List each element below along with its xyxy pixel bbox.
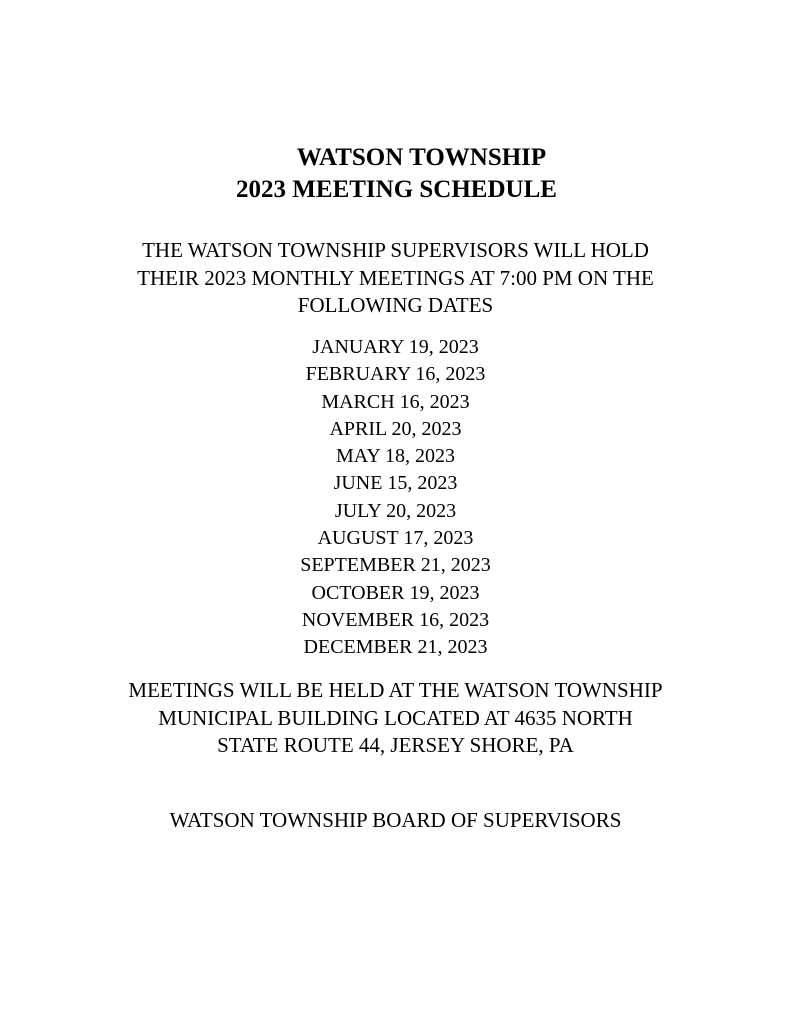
meeting-date: MARCH 16, 2023 xyxy=(321,390,470,413)
meeting-date: OCTOBER 19, 2023 xyxy=(311,581,480,604)
location-paragraph xyxy=(0,677,791,760)
meeting-date: DECEMBER 21, 2023 xyxy=(303,636,488,659)
meeting-date: MAY 18, 2023 xyxy=(335,445,456,468)
meeting-date: NOVEMBER 16, 2023 xyxy=(301,608,490,631)
meeting-date: APRIL 20, 2023 xyxy=(329,417,462,440)
intro-line: THEIR 2023 MONTHLY MEETINGS AT 7:00 PM ON THE xyxy=(137,265,654,290)
meeting-date: SEPTEMBER 21, 2023 xyxy=(300,554,491,577)
location-line: MUNICIPAL BUILDING LOCATED AT 4635 NORTH xyxy=(158,705,633,730)
intro-paragraph xyxy=(0,237,791,320)
meeting-date: JUNE 15, 2023 xyxy=(333,472,458,495)
meeting-date: AUGUST 17, 2023 xyxy=(317,527,474,550)
document-subtitle: 2023 MEETING SCHEDULE xyxy=(236,176,557,203)
intro-line: FOLLOWING DATES xyxy=(297,293,494,317)
signature-line: WATSON TOWNSHIP BOARD OF SUPERVISORS xyxy=(169,808,622,832)
location-line: MEETINGS WILL BE HELD AT THE WATSON TOWNSHIP xyxy=(128,678,663,702)
meeting-date: JULY 20, 2023 xyxy=(334,499,457,522)
document-title: WATSON TOWNSHIP xyxy=(296,144,547,171)
meeting-date-list xyxy=(0,334,791,662)
meeting-date: FEBRUARY 16, 2023 xyxy=(305,363,486,386)
location-line: STATE ROUTE 44, JERSEY SHORE, PA xyxy=(217,733,574,757)
intro-line: THE WATSON TOWNSHIP SUPERVISORS WILL HOLD xyxy=(142,238,649,262)
meeting-date: JANUARY 19, 2023 xyxy=(312,336,479,358)
